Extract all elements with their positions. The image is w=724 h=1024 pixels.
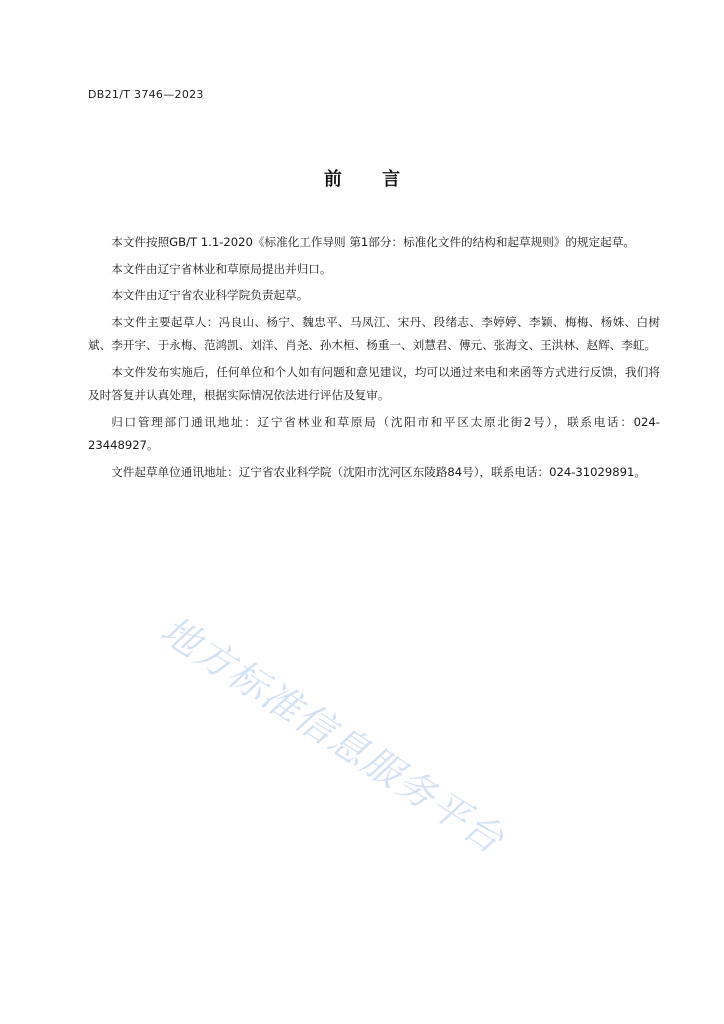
paragraph-drafter-contact: 文件起草单位通讯地址：辽宁省农业科学院（沈阳市沈河区东陵路84号），联系电话：024-31029891。: [111, 464, 647, 479]
standard-code: DB21/T 3746—2023: [88, 88, 204, 101]
document-body: [88, 231, 660, 487]
paragraph-proposer: 本文件由辽宁省林业和草原局提出并归口。: [111, 261, 332, 276]
watermark: 地方标准信息服务平台: [153, 607, 513, 863]
paragraph-drafting-unit: 本文件由辽宁省农业科学院负责起草。: [111, 288, 309, 302]
paragraph-drafting-rule: 本文件按照GB/T 1.1-2020《标准化工作导则 第1部分：标准化文件的结构和起草规则》的规定起草。: [111, 235, 635, 249]
page-title: 前 言: [323, 169, 401, 190]
paragraph-authority-contact: 归口管理部门通讯地址：辽宁省林业和草原局（沈阳市和平区太原北街2号），联系电话：024-23448927。: [88, 414, 660, 452]
paragraph-feedback: 本文件发布实施后，任何单位和个人如有问题和意见建议，均可以通过来电和来函等方式进行反馈，我们将及时答复并认真处理，根据实际情况依法进行评估及复审。: [88, 364, 660, 402]
paragraph-drafters: 本文件主要起草人：冯良山、杨宁、魏忠平、马凤江、宋丹、段绪志、李婷婷、李颖、梅梅、杨姝、白树斌、李开宇、于永梅、范鸿凯、刘洋、肖尧、孙木桓、杨重一、刘慧君、傅元、张海文、王洪林、赵辉、李虹。: [88, 314, 660, 352]
